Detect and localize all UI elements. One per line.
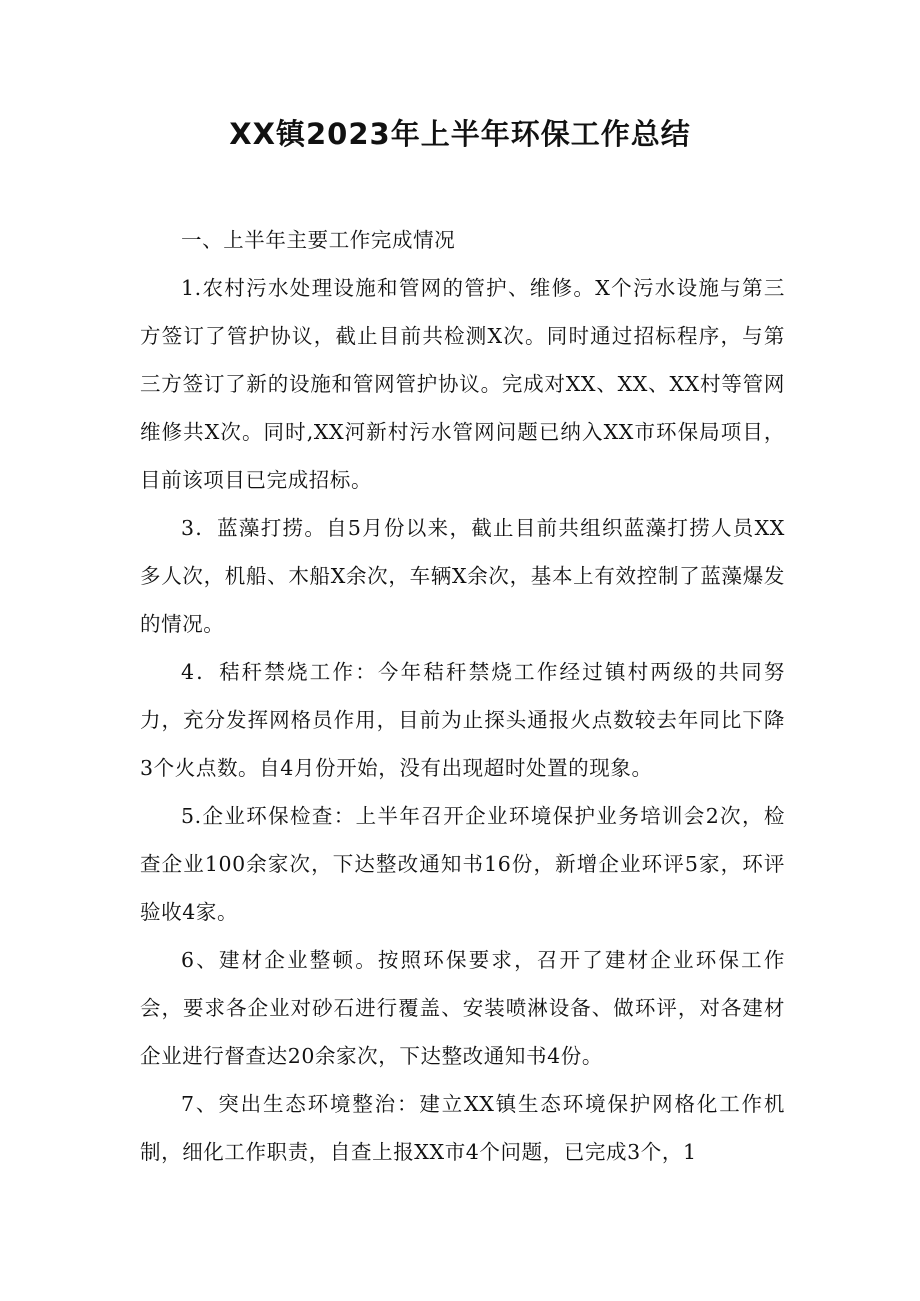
section-heading-main-work: 一、上半年主要工作完成情况: [181, 228, 456, 252]
paragraph-algae-cleanup: 3．蓝藻打捞。自5月份以来，截止目前共组织蓝藻打捞人员XX多人次，机船、木船X余次，车辆X余次，基本上有效控制了蓝藻爆发的情况。: [140, 516, 785, 636]
document-body: [140, 216, 785, 1176]
paragraph-sewage-facilities: 1.农村污水处理设施和管网的管护、维修。X个污水设施与第三方签订了管护协议，截止目前共检测X次。同时通过招标程序，与第三方签订了新的设施和管网管护协议。完成对XX、XX、XX村等管网维修共X次。同时,XX河新村污水管网问题已纳入XX市环保局项目，目前该项目已完成招标。: [140, 276, 785, 492]
paragraph-straw-burning-ban: 4．秸秆禁烧工作：今年秸秆禁烧工作经过镇村两级的共同努力，充分发挥网格员作用，目前为止探头通报火点数较去年同比下降3个火点数。自4月份开始，没有出现超时处置的现象。: [140, 660, 785, 780]
paragraph-ecological-remediation: 7、突出生态环境整治：建立XX镇生态环境保护网格化工作机制，细化工作职责，自查上报XX市4个问题，已完成3个，1: [140, 1092, 785, 1164]
paragraph-enterprise-inspection: 5.企业环保检查：上半年召开企业环境保护业务培训会2次，检查企业100余家次，下达整改通知书16份，新增企业环评5家，环评验收4家。: [140, 804, 785, 924]
paragraph-building-materials: 6、建材企业整顿。按照环保要求，召开了建材企业环保工作会，要求各企业对砂石进行覆盖、安装喷淋设备、做环评，对各建材企业进行督查达20余家次，下达整改通知书4份。: [140, 948, 785, 1068]
document-title: XX镇2023年上半年环保工作总结: [229, 117, 691, 151]
